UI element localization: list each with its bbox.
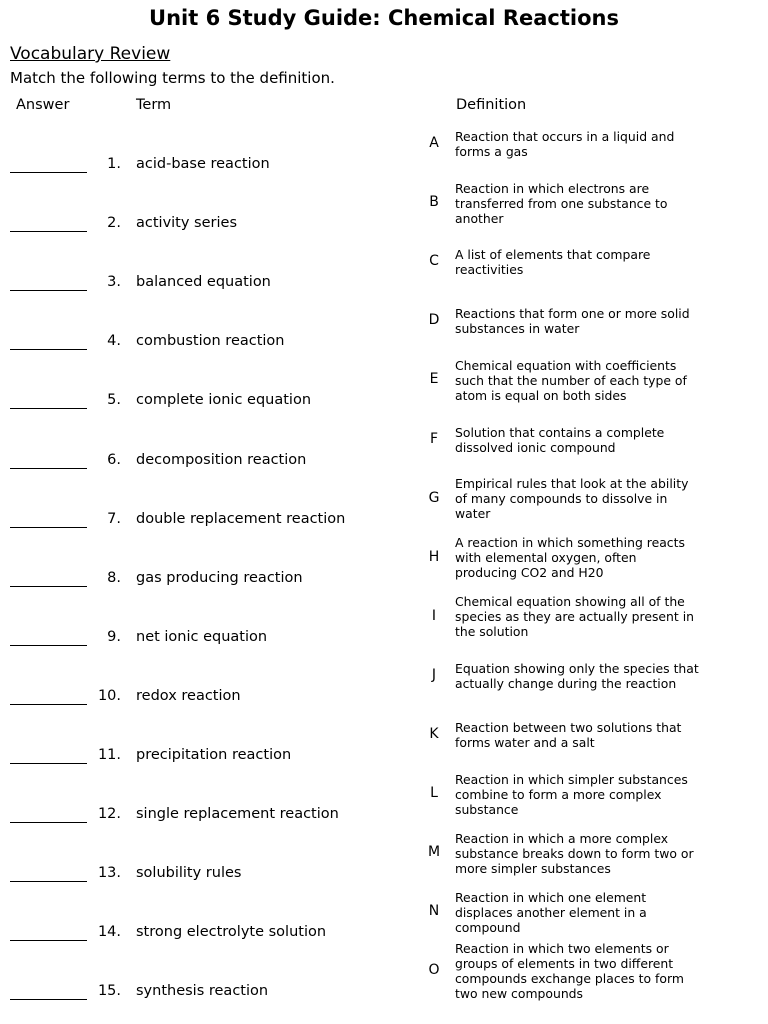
term-number: 2. [107, 215, 121, 232]
term-row [0, 452, 420, 472]
term-number: 1. [107, 156, 121, 172]
page-title: Unit 6 Study Guide: Chemical Reactions [149, 6, 619, 30]
term-text: solubility rules [136, 865, 242, 882]
definition-text [455, 720, 760, 750]
definition-text [455, 535, 760, 580]
definition-line: transferred from one substance to [455, 195, 668, 211]
answer-blank[interactable] [10, 172, 87, 173]
definition-letter: O [428, 962, 440, 979]
term-text: double replacement reaction [136, 510, 346, 527]
answer-blank[interactable] [10, 940, 87, 941]
answer-blank[interactable] [10, 999, 87, 1000]
definition-text [455, 181, 760, 226]
definition-text [455, 358, 760, 403]
definition-letter: H [428, 548, 440, 565]
term-number: 10. [97, 687, 121, 704]
term-number: 11. [97, 747, 121, 763]
definition-line: dissolved ionic compound [455, 439, 616, 455]
term-text: activity series [136, 215, 237, 232]
term-text: net ionic equation [136, 628, 268, 645]
definition-letter: I [431, 607, 437, 624]
term-text: redox reaction [136, 687, 241, 704]
term-number: 7. [107, 510, 121, 527]
answer-blank[interactable] [10, 290, 87, 291]
definition-letter: A [429, 135, 439, 151]
definition-line: Reaction that occurs in a liquid and [455, 129, 675, 144]
definition-line: Chemical equation with coefficients [455, 357, 677, 373]
definition-text [455, 306, 760, 336]
term-text: balanced equation [136, 274, 271, 291]
answer-blank[interactable] [10, 822, 87, 823]
definition-line: displaces another element in a [455, 904, 647, 920]
definition-text [455, 831, 760, 876]
term-column-header: Term [136, 97, 172, 113]
definition-line: reactivities [455, 262, 524, 278]
definition-row [420, 772, 760, 817]
answer-blank[interactable] [10, 645, 87, 646]
definition-row [420, 941, 760, 1001]
definition-letter: M [427, 844, 441, 861]
term-row [0, 865, 420, 885]
term-text: combustion reaction [136, 333, 285, 350]
term-text: strong electrolyte solution [136, 924, 327, 941]
definition-row [420, 247, 760, 277]
term-row [0, 983, 420, 1003]
definition-line: forms water and a salt [455, 735, 595, 750]
definition-line: Chemical equation showing all of the [455, 594, 685, 610]
definition-letter: B [429, 194, 439, 211]
definition-text [455, 129, 760, 159]
term-number: 8. [107, 569, 121, 586]
term-number: 12. [97, 806, 121, 823]
term-text: precipitation reaction [136, 747, 292, 763]
definition-letter: L [430, 785, 438, 802]
definition-line: Reaction in which electrons are [455, 180, 650, 196]
definition-row [420, 661, 760, 691]
definition-text [455, 890, 760, 935]
definition-row [420, 831, 760, 876]
term-row [0, 511, 420, 531]
term-row [0, 274, 420, 294]
term-text: gas producing reaction [136, 569, 303, 586]
definition-row [420, 181, 760, 226]
definition-row [420, 594, 760, 639]
definition-line: substances in water [455, 321, 580, 337]
definition-line: Reaction in which one element [455, 889, 647, 905]
term-text: single replacement reaction [136, 806, 339, 823]
answer-blank[interactable] [10, 468, 87, 469]
definition-text [455, 661, 760, 691]
definition-line: Reaction in which a more complex [455, 830, 669, 846]
definition-letter: G [428, 489, 440, 506]
definition-letter: C [429, 253, 439, 270]
definition-line: species as they are actually present in [455, 609, 694, 625]
definition-line: Reaction in which simpler substances [455, 771, 688, 787]
term-row [0, 570, 420, 590]
definition-line: Solution that contains a complete [455, 424, 665, 440]
term-number: 3. [107, 274, 121, 291]
definition-letter: N [428, 903, 440, 920]
term-row [0, 747, 420, 767]
term-row [0, 924, 420, 944]
term-number: 13. [97, 865, 121, 882]
term-row [0, 215, 420, 235]
answer-blank[interactable] [10, 349, 87, 350]
term-number: 15. [97, 983, 121, 1000]
definition-line: two new compounds [455, 986, 583, 1002]
term-number: 9. [107, 628, 121, 645]
definition-row [420, 476, 760, 521]
definition-line: more simpler substances [455, 860, 611, 876]
definition-line: forms a gas [455, 144, 528, 159]
definition-text [455, 425, 760, 455]
answer-blank[interactable] [10, 704, 87, 705]
definition-line: atom is equal on both sides [455, 387, 627, 403]
definition-line: Empirical rules that look at the ability [455, 476, 689, 492]
definition-line: A reaction in which something reacts [455, 535, 685, 551]
definition-line: A list of elements that compare [455, 247, 651, 263]
definition-line: water [455, 506, 491, 522]
definition-letter: D [428, 312, 440, 329]
answer-blank[interactable] [10, 408, 87, 409]
term-row [0, 333, 420, 353]
definition-row [420, 890, 760, 935]
definition-line: the solution [455, 624, 529, 640]
definition-row [420, 306, 760, 336]
definition-line: substance [455, 801, 519, 817]
definition-text [455, 476, 760, 521]
definition-line: Equation showing only the species that [455, 660, 699, 676]
term-text: complete ionic equation [136, 392, 312, 409]
definition-column-header: Definition [456, 97, 527, 113]
term-number: 14. [97, 924, 121, 941]
section-heading: Vocabulary Review [10, 44, 171, 64]
term-number: 4. [107, 333, 121, 350]
definition-letter: F [429, 430, 439, 447]
definition-letter: E [429, 371, 439, 388]
definition-letter: J [431, 666, 437, 683]
term-text: decomposition reaction [136, 451, 307, 468]
term-row [0, 392, 420, 412]
definition-line: Reaction between two solutions that [455, 720, 682, 735]
definition-line: with elemental oxygen, often [455, 550, 637, 566]
definition-line: substance breaks down to form two or [455, 845, 694, 861]
term-number: 5. [107, 392, 121, 409]
instructions: Match the following terms to the definition. [10, 69, 335, 87]
definition-text [455, 941, 760, 1001]
definition-letter: K [429, 726, 439, 742]
term-row [0, 806, 420, 826]
answer-column-header: Answer [16, 97, 70, 113]
definition-line: compound [455, 919, 521, 935]
definition-text [455, 772, 760, 817]
term-row [0, 156, 420, 176]
term-row [0, 629, 420, 649]
definition-row [420, 720, 760, 750]
definition-row [420, 425, 760, 455]
term-row [0, 688, 420, 708]
definition-row [420, 129, 760, 159]
answer-blank[interactable] [10, 881, 87, 882]
definition-line: producing CO2 and H20 [455, 565, 604, 581]
definition-row [420, 535, 760, 580]
definition-line: Reactions that form one or more solid [455, 306, 690, 322]
definition-row [420, 358, 760, 403]
term-number: 6. [107, 451, 121, 468]
term-text: acid-base reaction [136, 156, 270, 172]
definition-line: groups of elements in two different [455, 956, 674, 972]
answer-blank[interactable] [10, 527, 87, 528]
answer-blank[interactable] [10, 763, 87, 764]
answer-blank[interactable] [10, 231, 87, 232]
definition-text [455, 594, 760, 639]
term-text: synthesis reaction [136, 983, 269, 1000]
definition-line: actually change during the reaction [455, 675, 677, 691]
definition-line: another [455, 210, 504, 226]
definition-line: such that the number of each type of [455, 372, 687, 388]
definition-line: Reaction in which two elements or [455, 941, 669, 957]
definition-line: of many compounds to dissolve in [455, 491, 668, 507]
definition-line: combine to form a more complex [455, 786, 662, 802]
definition-line: compounds exchange places to form [455, 971, 684, 987]
answer-blank[interactable] [10, 586, 87, 587]
definition-text [455, 247, 760, 277]
